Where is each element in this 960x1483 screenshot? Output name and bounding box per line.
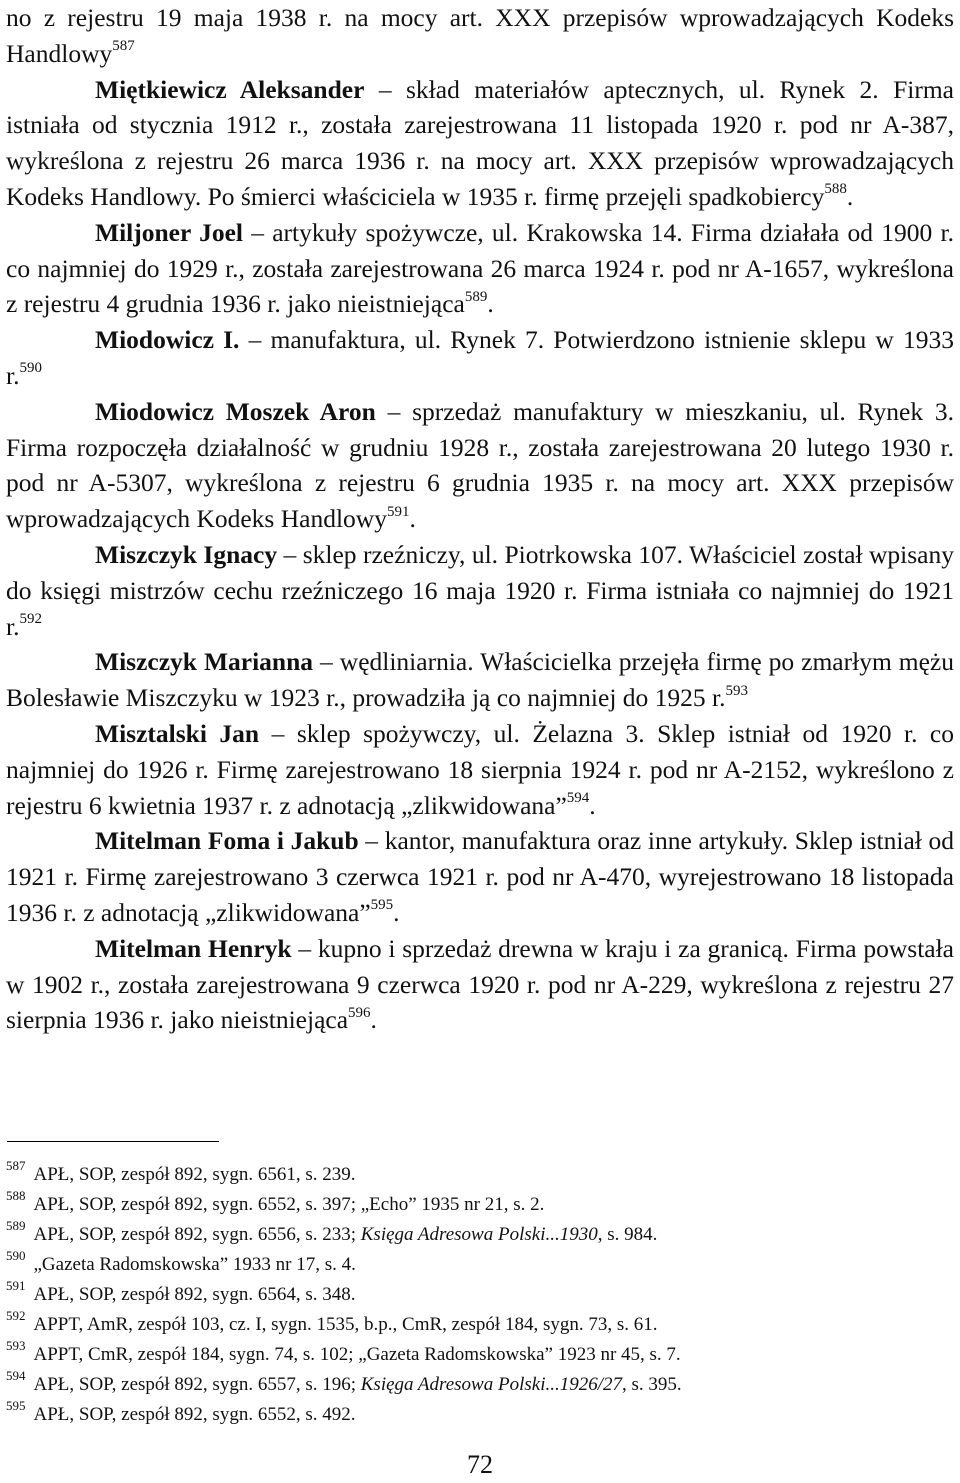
footnote-588: [6, 1187, 946, 1220]
footnote-text: APŁ, SOP, zespół 892, sygn. 6561, s. 239.: [33, 1164, 356, 1185]
footnote-ref[interactable]: 587: [112, 38, 135, 55]
footnote-591: [6, 1277, 946, 1310]
entry-text: – manufaktura, ul. Rynek 7. Potwierdzono istnienie sklepu w 1933 r.: [6, 325, 954, 390]
entry-tail: .: [487, 289, 494, 319]
footnote-title: Księga Adresowa Polski...1930: [360, 1224, 598, 1245]
footnote-number: 589: [6, 1217, 26, 1233]
entry-miljoner: [6, 215, 954, 322]
entry-name: Mitelman Foma i Jakub: [95, 826, 359, 856]
entry-mietkiewicz: [6, 72, 954, 215]
entry-text: – skład materiałów aptecznych, ul. Rynek 2. Firma istniała od stycznia 1912 r., została zarejestrowana 11 listopada 1920 r. pod nr A-387, wykreślona z rejestru 26 marca 1936 r. na mocy art. XXX przepisów wprowadzających Kodeks Handlowy. Po śmierci właściciela w 1935 r. firmę przejęli spadkobiercy: [6, 74, 954, 211]
footnote-text: APŁ, SOP, zespół 892, sygn. 6564, s. 348.: [33, 1284, 356, 1305]
entry-text: – kantor, manufaktura oraz inne artykuły. Sklep istniał od 1921 r. Firmę zarejestrowano 3 czerwca 1921 r. pod nr A-470, wyrejestrowano 18 listopada 1936 r. z adnotacją „zlikwidowana”: [6, 826, 955, 927]
entry-name: Misztalski Jan: [95, 718, 260, 748]
entry-miszczyk-ignacy: [6, 537, 954, 644]
entry-tail: .: [589, 790, 596, 820]
entry-text: – sklep spożywczy, ul. Żelazna 3. Sklep istniał od 1920 r. co najmniej do 1926 r. Firmę zarejestrowano 18 sierpnia 1924 r. pod nr A-2152, wykreślono z rejestru 6 kwietnia 1937 r. z adnotacją „zlikwidowana”: [6, 718, 954, 820]
entry-name: Miodowicz I.: [95, 325, 240, 355]
footnote-text-end: , s. 984.: [597, 1224, 658, 1245]
footnote-595: [6, 1397, 946, 1430]
entry-tail: .: [370, 1005, 377, 1035]
footnote-587: [6, 1157, 946, 1190]
page: [6, 0, 954, 1038]
footnote-ref[interactable]: 588: [824, 181, 847, 198]
footnotes: [6, 1157, 946, 1430]
paragraph-continuation: [6, 0, 954, 72]
footnote-number: 590: [6, 1247, 26, 1263]
paragraph-text: no z rejestru 19 maja 1938 r. na mocy art. XXX przepisów wprowadzających Kodeks Handlowy: [6, 3, 954, 68]
footnote-text: APŁ, SOP, zespół 892, sygn. 6552, s. 397; „Echo” 1935 nr 21, s. 2.: [33, 1194, 545, 1215]
entry-tail: .: [409, 504, 416, 534]
footnote-ref[interactable]: 591: [386, 503, 410, 520]
footnote-text: APPT, AmR, zespół 103, cz. I, sygn. 1535, b.p., CmR, zespół 184, sygn. 73, s. 61.: [33, 1314, 658, 1335]
footnote-number: 592: [6, 1307, 26, 1323]
entry-mitelman-henryk: [6, 931, 954, 1038]
footnote-title: Księga Adresowa Polski...1926/27: [360, 1374, 622, 1395]
footnote-text: APŁ, SOP, zespół 892, sygn. 6557, s. 196;: [33, 1374, 361, 1395]
footnote-separator: [7, 1141, 219, 1142]
entry-mitelman-foma: [6, 823, 954, 930]
footnote-ref[interactable]: 594: [566, 790, 590, 807]
footnote-589: [6, 1217, 946, 1250]
footnote-592: [6, 1307, 946, 1340]
entry-miodowicz-i: [6, 322, 954, 394]
entry-miszczyk-marianna: [6, 644, 954, 716]
footnote-590: [6, 1247, 946, 1280]
footnote-text: „Gazeta Radomskowska” 1933 nr 17, s. 4.: [33, 1254, 356, 1275]
footnote-ref[interactable]: 593: [725, 682, 749, 699]
footnote-text: APŁ, SOP, zespół 892, sygn. 6556, s. 233;: [33, 1224, 361, 1245]
page-number: 72: [467, 1450, 493, 1479]
body-text: [6, 0, 954, 1038]
entry-name: Miszczyk Ignacy: [95, 539, 278, 569]
footnote-ref[interactable]: 592: [19, 611, 42, 628]
entry-text: – wędliniarnia. Właścicielka przejęła firmę po zmarłym mężu Bolesławie Miszczyku w 1923 r., prowadziła ją co najmniej do 1925 r.: [6, 647, 954, 713]
footnote-number: 588: [6, 1187, 26, 1203]
footnote-text: APŁ, SOP, zespół 892, sygn. 6552, s. 492.: [33, 1404, 356, 1425]
footnote-number: 594: [6, 1367, 26, 1383]
entry-name: Miszczyk Marianna: [95, 647, 314, 677]
entry-name: Mitelman Henryk: [95, 933, 292, 963]
entry-text: – sklep rzeźniczy, ul. Piotrkowska 107. Właściciel został wpisany do księgi mistrzów cechu rzeźniczego 16 maja 1920 r. Firma istniała co najmniej do 1921 r.: [6, 539, 954, 641]
entry-text: – artykuły spożywcze, ul. Krakowska 14. Firma działała od 1900 r. co najmniej do 1929 r., została zarejestrowana 26 marca 1924 r. pod nr A-1657, wykreślona z rejestru 4 grudnia 1936 r. jako nieistniejąca: [6, 217, 954, 319]
footnote-593: [6, 1337, 946, 1370]
footnote-594: [6, 1367, 946, 1400]
entry-misztalski: [6, 716, 954, 823]
footnote-number: 587: [6, 1157, 26, 1173]
entry-text: – sprzedaż manufaktury w mieszkaniu, ul. Rynek 3. Firma rozpoczęła działalność w grudniu 1928 r., została zarejestrowana 20 lutego 1930 r. pod nr A-5307, wykreślona z rejestru 6 grudnia 1935 r. na mocy art. XXX przepisów wprowadzających Kodeks Handlowy: [6, 396, 954, 534]
footnote-number: 595: [6, 1397, 26, 1413]
footnote-number: 591: [6, 1277, 26, 1293]
entry-tail: .: [846, 181, 854, 211]
entry-name: Miodowicz Moszek Aron: [95, 396, 376, 426]
entry-name: Miętkiewicz Aleksander: [95, 74, 365, 104]
entry-name: Miljoner Joel: [95, 217, 243, 247]
footnote-ref[interactable]: 590: [19, 360, 42, 377]
footnote-ref[interactable]: 596: [348, 1004, 371, 1021]
footnote-ref[interactable]: 589: [464, 288, 488, 305]
footnote-text-end: , s. 395.: [622, 1374, 682, 1395]
footnote-number: 593: [6, 1337, 26, 1353]
entry-tail: .: [393, 897, 400, 927]
footnote-text: APPT, CmR, zespół 184, sygn. 74, s. 102; „Gazeta Radomskowska” 1923 nr 45, s. 7.: [33, 1344, 681, 1365]
footnote-ref[interactable]: 595: [370, 897, 394, 914]
entry-miodowicz-moszek: [6, 394, 954, 537]
entry-text: – kupno i sprzedaż drewna w kraju i za granicą. Firma powstała w 1902 r., została zarejestrowana 9 czerwca 1920 r. pod nr A-229, wykreślona z rejestru 27 sierpnia 1936 r. jako nieistniejąca: [6, 933, 955, 1035]
